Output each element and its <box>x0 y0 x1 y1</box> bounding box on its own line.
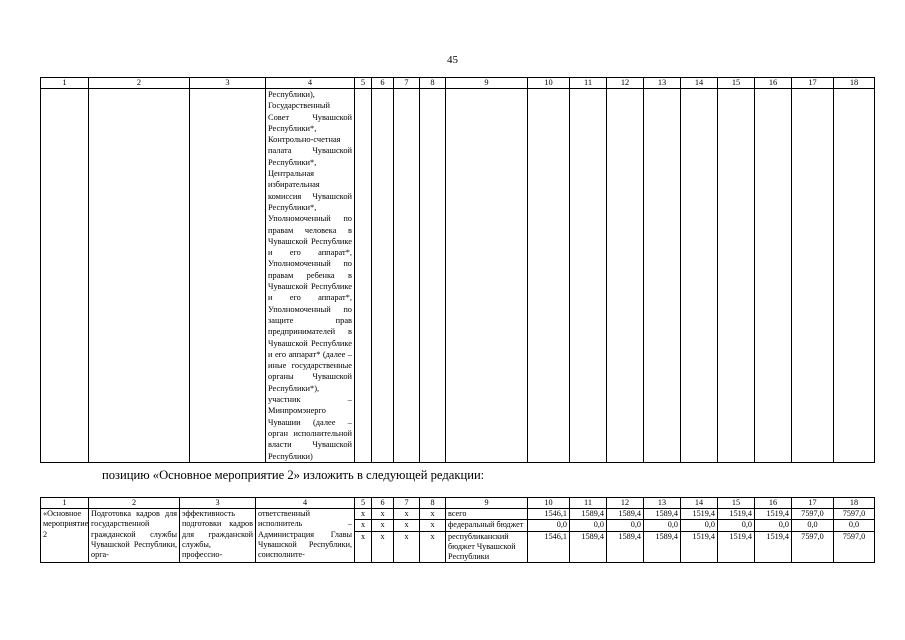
table-cell: 1519,4 <box>755 509 792 520</box>
table-cell: x <box>355 531 372 563</box>
table-cell: x <box>420 520 446 531</box>
instruction-text: позицию «Основное мероприятие 2» изложить в следующей редакции: <box>102 468 485 482</box>
table-cell: x <box>372 509 394 520</box>
table-cell: x <box>394 520 420 531</box>
table-cell: 1519,4 <box>681 531 718 563</box>
table-cell: 1589,4 <box>570 509 607 520</box>
column-number: 11 <box>570 78 607 89</box>
column-number: 16 <box>755 78 792 89</box>
column-number: 12 <box>607 78 644 89</box>
table-cell: x <box>372 531 394 563</box>
target-indicator-cell: эффективность подготовки кадров для гражданской службы, профессио- <box>180 509 256 563</box>
activity-description-cell: Подготовка кадров для государственной гражданской службы Чувашской Республики, орга- <box>89 509 180 563</box>
column-number: 1 <box>41 498 89 509</box>
table-cell: x <box>372 520 394 531</box>
table-header-row <box>41 78 875 89</box>
table-cell: 1519,4 <box>718 531 755 563</box>
activity-name-cell: «Основное мероприятие 2 <box>41 509 89 563</box>
program-table-continuation <box>40 77 875 463</box>
column-number: 7 <box>394 498 420 509</box>
column-number: 18 <box>834 498 875 509</box>
table-cell: 7597,0 <box>792 509 834 520</box>
table-cell: 0,0 <box>528 520 570 531</box>
column-number: 6 <box>372 498 394 509</box>
column-number: 14 <box>681 498 718 509</box>
table-cell: 1589,4 <box>607 531 644 563</box>
column-number: 5 <box>355 498 372 509</box>
table-cell: 0,0 <box>681 520 718 531</box>
table-cell: x <box>420 531 446 563</box>
column-number: 1 <box>41 78 89 89</box>
executors-cell: Республики), Государственный Совет Чувашской Республики*, Контрольно-счетная палата Чувашской Республики*, Центральная избирательная комиссия Чувашской Республики*, Уполномоченный по правам человека в Чувашской Республике и его аппарат*, Уполномоченный по правам ребенка в Чувашской Республике и его аппарат*, Уполномоченный по защите прав предпринимателей в Чувашской Республике и его аппарат* (далее – иные государственные органы Чувашской Республики*), участник – Минпромэнерго Чувашии (далее – орган исполнительной власти Чувашской Республики) <box>266 89 355 463</box>
table-cell: 0,0 <box>644 520 681 531</box>
table-cell: x <box>355 520 372 531</box>
table-cell: 1589,4 <box>570 531 607 563</box>
table-cell: 0,0 <box>834 520 875 531</box>
table-cell: 7597,0 <box>834 531 875 563</box>
column-number: 10 <box>528 498 570 509</box>
table-cell: 0,0 <box>607 520 644 531</box>
main-activity-2-table <box>40 497 875 563</box>
column-number: 4 <box>266 78 355 89</box>
table-cell: 0,0 <box>718 520 755 531</box>
column-number: 5 <box>355 78 372 89</box>
table-cell: 0,0 <box>755 520 792 531</box>
column-number: 4 <box>256 498 355 509</box>
table-cell: 1589,4 <box>607 509 644 520</box>
column-number: 15 <box>718 78 755 89</box>
table-cell: 1589,4 <box>644 509 681 520</box>
column-number: 11 <box>570 498 607 509</box>
page-number: 45 <box>447 54 458 66</box>
table-cell: 1589,4 <box>644 531 681 563</box>
column-number: 8 <box>420 498 446 509</box>
table-cell: 0,0 <box>570 520 607 531</box>
table-cell: x <box>355 509 372 520</box>
column-number: 2 <box>89 78 190 89</box>
table-cell: x <box>394 509 420 520</box>
column-number: 17 <box>792 78 834 89</box>
column-number: 13 <box>644 78 681 89</box>
table-cell: 7597,0 <box>834 509 875 520</box>
table-row <box>41 89 875 463</box>
column-number: 8 <box>420 78 446 89</box>
column-number: 9 <box>446 78 528 89</box>
column-number: 6 <box>372 78 394 89</box>
column-number: 12 <box>607 498 644 509</box>
column-number: 18 <box>834 78 875 89</box>
executors-cell: ответственный исполнитель – Администрация Главы Чувашской Республики, соисполните- <box>256 509 355 563</box>
table-cell: 0,0 <box>792 520 834 531</box>
column-number: 15 <box>718 498 755 509</box>
table-cell: 1519,4 <box>755 531 792 563</box>
table-header-row <box>41 498 875 509</box>
funding-source-cell: всего <box>446 509 528 520</box>
funding-source-cell: республиканский бюджет Чувашской Республики <box>446 531 528 563</box>
table-cell: 1519,4 <box>681 509 718 520</box>
table-cell: x <box>394 531 420 563</box>
table-row <box>41 509 875 520</box>
column-number: 13 <box>644 498 681 509</box>
column-number: 9 <box>446 498 528 509</box>
column-number: 14 <box>681 78 718 89</box>
table-cell: 1546,1 <box>528 531 570 563</box>
funding-source-cell: федеральный бюджет <box>446 520 528 531</box>
table-cell: 1519,4 <box>718 509 755 520</box>
column-number: 16 <box>755 498 792 509</box>
table-cell: 7597,0 <box>792 531 834 563</box>
column-number: 7 <box>394 78 420 89</box>
table-cell: 1546,1 <box>528 509 570 520</box>
column-number: 17 <box>792 498 834 509</box>
column-number: 3 <box>180 498 256 509</box>
table-cell: x <box>420 509 446 520</box>
column-number: 2 <box>89 498 180 509</box>
column-number: 10 <box>528 78 570 89</box>
column-number: 3 <box>190 78 266 89</box>
